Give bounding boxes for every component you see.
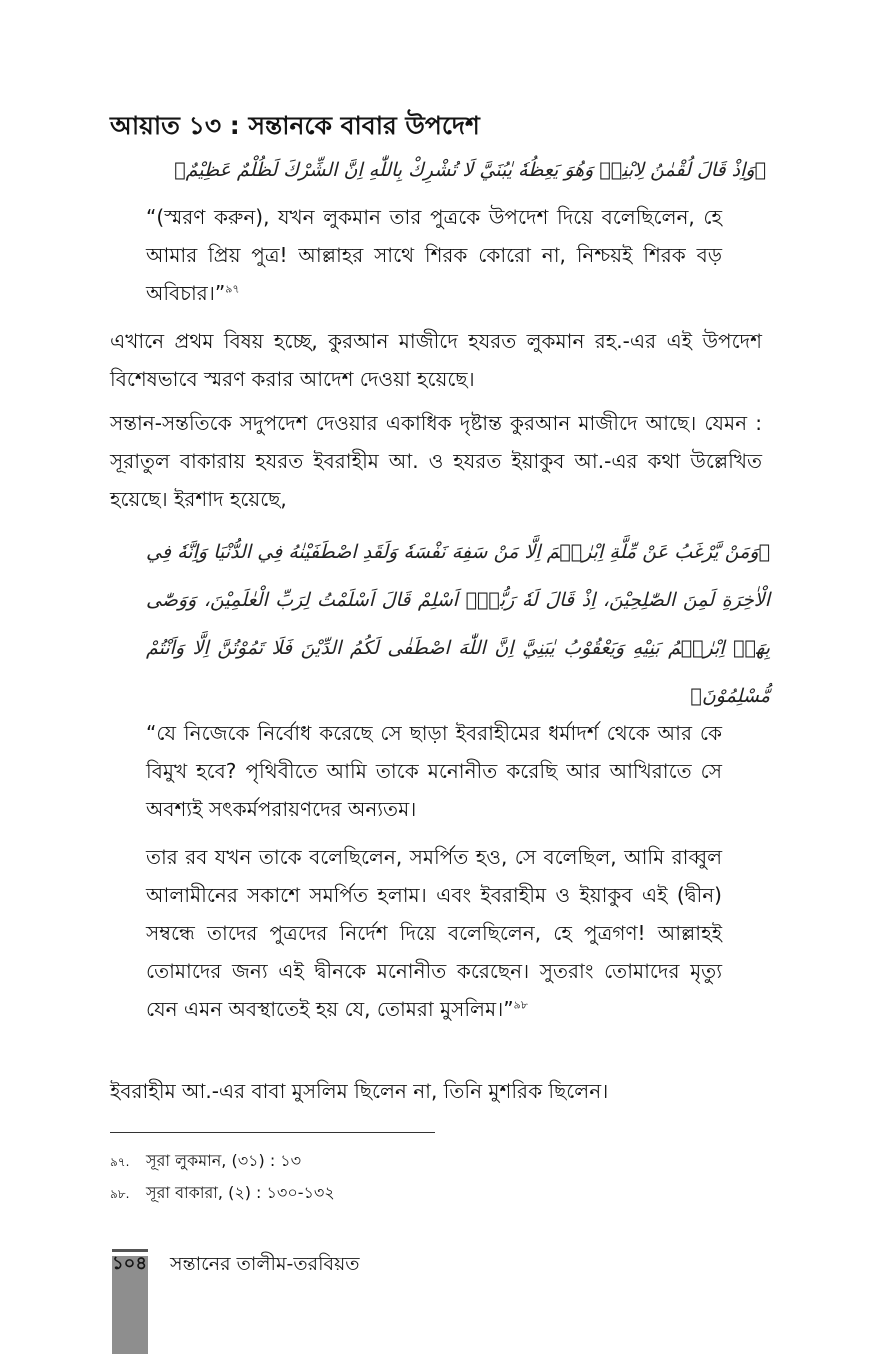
page-number: ১০৪ bbox=[112, 1253, 148, 1274]
translation-text: তার রব যখন তাকে বলেছিলেন, সমর্পিত হও, সে বলেছিল, আমি রাব্বুল আলামীনের সকাশে সমর্পিত হলাম। এবং ইবরাহীম ও ইয়াকুব এই (দ্বীন) সম্বন্ধে তাদের পুত্রদের নির্দেশ দিয়ে বলেছিলেন, হে পুত্রগণ! আল্লাহই তোমাদের জন্য এই দ্বীনকে মনোনীত করেছেন। সুতরাং তোমাদের মৃত্যু যেন এমন অবস্থাতেই হয় যে, তোমরা মুসলিম।” bbox=[146, 845, 722, 1021]
running-book-title: সন্তানের তালীম-তরবিয়ত bbox=[170, 1253, 360, 1275]
verse-translation-baqarah-part2 bbox=[146, 838, 722, 1028]
section-heading: আয়াত ১৩ : সন্তানকে বাবার উপদেশ bbox=[110, 111, 480, 140]
footnote-text: সূরা বাকারা, (২) : ১৩০-১৩২ bbox=[146, 1183, 335, 1202]
footnote-number: ৯৭. bbox=[110, 1155, 130, 1169]
paragraph-first-point: এখানে প্রথম বিষয় হচ্ছে, কুরআন মাজীদে হযরত লুকমান রহ.-এর এই উপদেশ বিশেষভাবে স্মরণ করার আদেশ দেওয়া হয়েছে। bbox=[110, 329, 762, 391]
arabic-verse-luqman: ﴿وَاِذْ قَالَ لُقْمٰنُ لِابْنِهٖ وَهُوَ يَعِظُهٗ يٰبُنَيَّ لَا تُشْرِكْ بِاللّٰهِ اِنَّ الشِّرْكَ لَظُلْمٌ عَظِيْمٌ﴾ bbox=[174, 159, 766, 181]
paragraph-examples: সন্তান-সন্ততিকে সদুপদেশ দেওয়ার একাধিক দৃষ্টান্ত কুরআন মাজীদে আছে। যেমন : সূরাতুল বাকারায় হযরত ইবরাহীম আ. ও হযরত ইয়াকুব আ.-এর কথা উল্লেখিত হয়েছে। ইরশাদ হয়েছে, bbox=[110, 411, 762, 511]
footnote-number: ৯৮. bbox=[110, 1187, 130, 1201]
footnote-divider bbox=[110, 1132, 435, 1133]
footnote-ref-97: ৯৭ bbox=[225, 282, 240, 296]
footnote-97 bbox=[110, 1146, 610, 1177]
footnote-text: সূরা লুকমান, (৩১) : ১৩ bbox=[146, 1151, 302, 1170]
footnote-ref-98: ৯৮ bbox=[513, 998, 528, 1012]
arabic-verse-baqarah: ﴿وَمَنْ يَّرْغَبُ عَنْ مِّلَّةِ اِبْرٰهٖمَ اِلَّا مَنْ سَفِهَ نَفْسَهٗ وَلَقَدِ اصْطَفَيْنٰهُ فِي الدُّنْيَا وَاِنَّهٗ فِي الْاٰخِرَةِ لَمِنَ الصّٰلِحِيْنَ، اِذْ قَالَ لَهٗ رَبُّهٗۤ اَسْلِمْ قَالَ اَسْلَمْتُ لِرَبِّ الْعٰلَمِيْنَ، وَوَصّٰى بِهَاۤ اِبْرٰهٖمُ بَنِيْهِ وَيَعْقُوْبُ يٰبَنِيَّ اِنَّ اللّٰهَ اصْطَفٰى لَكُمُ الدِّيْنَ فَلَا تَمُوْتُنَّ اِلَّا وَاَنْتُمْ مُّسْلِمُوْنَ﴾ bbox=[146, 541, 770, 707]
translation-text: “(স্মরণ করুন), যখন লুকমান তার পুত্রকে উপদেশ দিয়ে বলেছিলেন, হে আমার প্রিয় পুত্র! আল্লাহর সাথে শিরক কোরো না, নিশ্চয়ই শিরক বড় অবিচার।” bbox=[146, 205, 722, 305]
footnote-98 bbox=[110, 1178, 610, 1209]
verse-translation-luqman bbox=[146, 198, 722, 312]
verse-translation-baqarah-part1: “যে নিজেকে নির্বোধ করেছে সে ছাড়া ইবরাহীমের ধর্মাদর্শ থেকে আর কে বিমুখ হবে? পৃথিবীতে আমি তাকে মনোনীত করেছি আর আখিরাতে সে অবশ্যই সৎকর্মপরায়ণদের অন্যতম। bbox=[146, 721, 722, 821]
paragraph-father-mushrik: ইবরাহীম আ.-এর বাবা মুসলিম ছিলেন না, তিনি মুশরিক ছিলেন। bbox=[110, 1079, 609, 1103]
